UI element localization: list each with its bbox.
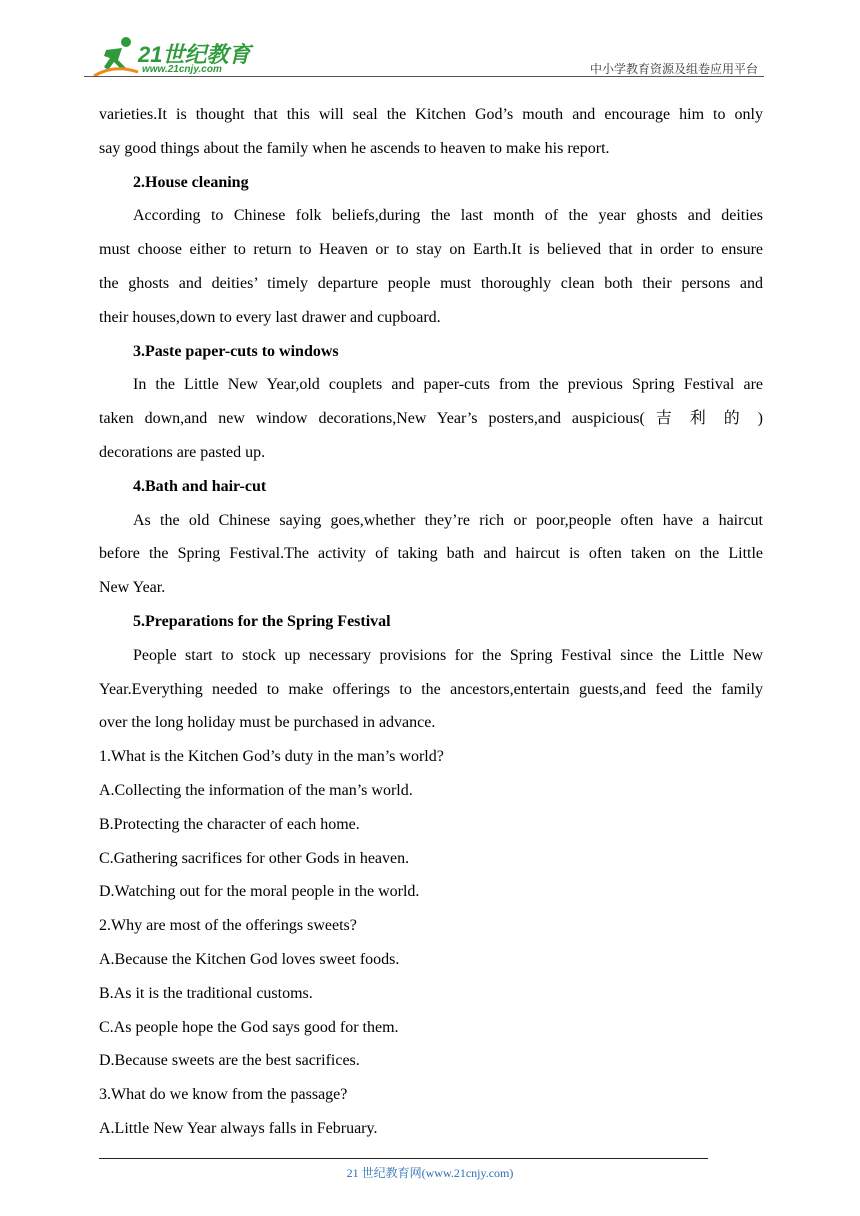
answer-option: A.Little New Year always falls in February.	[99, 1119, 378, 1137]
question-number: 2	[99, 917, 107, 935]
section-heading: 5.Preparations for the Spring Festival	[133, 612, 391, 630]
text-line: over the long holiday must be purchased in advance.	[99, 714, 436, 732]
text-line: In the Little New Year,old couplets and paper-cuts from the previous Spring Festival are	[133, 376, 763, 394]
section-heading: 3.Paste paper-cuts to windows	[133, 342, 339, 360]
answer-option: D.Watching out for the moral people in the world.	[99, 883, 420, 901]
text-line: taken down,and new window decorations,New Year’s posters,and auspicious( 吉 利 的 )	[99, 410, 763, 428]
question-text: .What do we know from the passage?	[107, 1086, 348, 1104]
text-line: must choose either to return to Heaven or to stay on Earth.It is believed that in order to ensure	[99, 241, 763, 259]
question-text: .What is the Kitchen God’s duty in the man’s world?	[107, 748, 444, 766]
text-line: As the old Chinese saying goes,whether they’re rich or poor,people often have a haircut	[133, 511, 763, 529]
answer-option: C.Gathering sacrifices for other Gods in heaven.	[99, 849, 410, 867]
text-line: varieties.It is thought that this will seal the Kitchen God’s mouth and encourage him to only	[99, 106, 763, 123]
answer-option: A.Because the Kitchen God loves sweet foods.	[99, 950, 400, 968]
text-line: before the Spring Festival.The activity of taking bath and haircut is often taken on the Little	[99, 545, 763, 563]
footer-divider	[99, 1158, 708, 1159]
question-text: .Why are most of the offerings sweets?	[107, 917, 357, 935]
logo-text: 21世纪教育	[138, 42, 251, 67]
header-platform-text: 中小学教育资源及组卷应用平台	[589, 62, 758, 76]
logo-url: www.21cnjy.com	[142, 64, 222, 75]
answer-option: B.Protecting the character of each home.	[99, 815, 360, 833]
text-line: say good things about the family when he ascends to heaven to make his report.	[99, 139, 610, 157]
document-body	[99, 98, 763, 1146]
question-number: 3	[99, 1086, 107, 1104]
answer-option: D.Because sweets are the best sacrifices.	[99, 1052, 360, 1070]
runner-logo-icon	[92, 36, 140, 78]
text-line: their houses,down to every last drawer and cupboard.	[99, 308, 441, 326]
answer-option: B.As it is the traditional customs.	[99, 984, 313, 1002]
answer-option: A.Collecting the information of the man’s world.	[99, 781, 413, 799]
text-line: New Year.	[99, 579, 166, 597]
text-line: the ghosts and deities’ timely departure people must thoroughly clean both their persons and	[99, 274, 763, 292]
text-line: People start to stock up necessary provisions for the Spring Festival since the Little New	[133, 646, 763, 664]
header-divider	[84, 76, 764, 77]
page-footer: 21 世纪教育网(www.21cnjy.com)	[346, 1166, 514, 1180]
answer-option: C.As people hope the God says good for them.	[99, 1018, 399, 1036]
question-stem	[99, 909, 763, 943]
logo	[92, 36, 262, 78]
section-heading: 2.House cleaning	[133, 173, 249, 191]
section-heading: 4.Bath and hair-cut	[133, 477, 267, 495]
question-stem	[99, 1078, 763, 1112]
question-number: 1	[99, 748, 107, 766]
question-stem	[99, 740, 763, 774]
text-line: Year.Everything needed to make offerings to the ancestors,entertain guests,and feed the family	[99, 680, 763, 698]
page-header	[90, 28, 770, 78]
text-line: According to Chinese folk beliefs,during the last month of the year ghosts and deities	[133, 207, 763, 225]
text-line: decorations are pasted up.	[99, 443, 266, 461]
